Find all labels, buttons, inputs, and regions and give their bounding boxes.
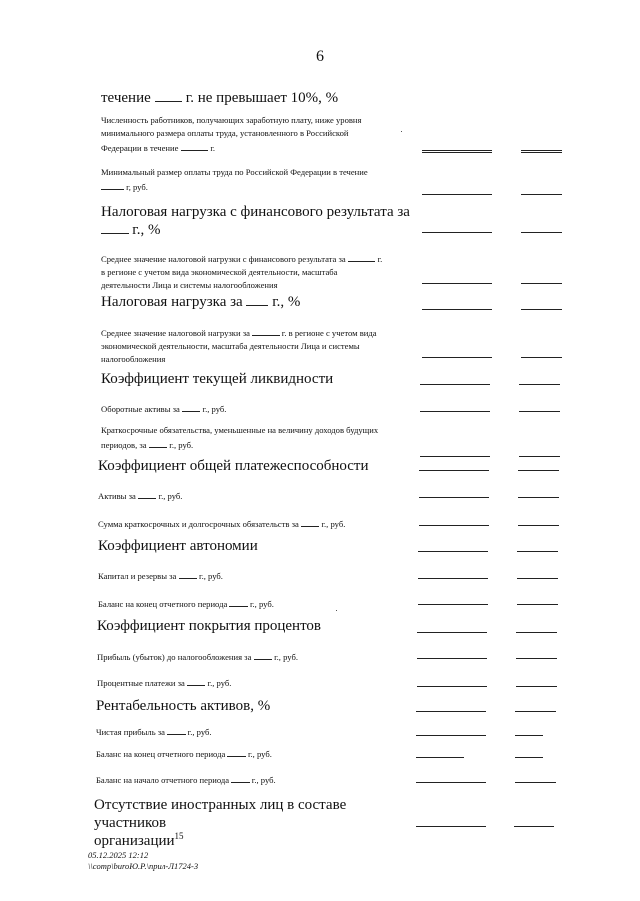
- score-entry-line: [518, 497, 559, 498]
- indicator-subitem: [101, 251, 421, 292]
- value-entry-line: [419, 497, 489, 498]
- indicator-heading-line: [94, 832, 404, 850]
- label-text: минимального размера оплаты труда, установленного в Российской: [101, 128, 349, 138]
- value-entry-line: [422, 283, 492, 284]
- score-entry-line: [519, 411, 560, 412]
- indicator-heading-line: [101, 370, 411, 388]
- value-entry-line: [416, 782, 486, 783]
- label-text: налогообложения: [101, 354, 166, 364]
- label-text: г. не превышает 10%, %: [182, 90, 339, 106]
- value-entry-line: [422, 309, 492, 310]
- indicator-subitem: [98, 516, 418, 530]
- year-blank: [179, 568, 197, 579]
- indicator-subitem: [101, 401, 421, 415]
- label-text: Оборотные активы за: [101, 404, 183, 414]
- indicator-heading-line: [101, 221, 411, 239]
- indicator-subitem-line: [101, 179, 421, 193]
- label-text: Баланс на начало отчетного периода: [96, 775, 232, 785]
- indicator-subitem: [98, 596, 418, 610]
- indicator-heading-line: [94, 796, 404, 832]
- label-text: Коэффициент покрытия процентов: [97, 618, 322, 634]
- indicator-subitem: [97, 649, 417, 663]
- indicator-subitem-line: [101, 401, 421, 415]
- score-entry-line: [521, 283, 562, 284]
- indicator-subitem: [101, 325, 421, 366]
- indicator-subitem-line: [98, 488, 418, 502]
- label-text: экономической деятельности, масштаба деятельности Лица и системы: [101, 341, 360, 351]
- year-blank: [301, 516, 319, 527]
- indicator-heading: [98, 457, 408, 475]
- page-number: 6: [316, 48, 324, 65]
- indicator-subitem-line: [101, 127, 421, 139]
- score-entry-line: [519, 384, 560, 385]
- indicator-subitem-line: [98, 596, 418, 610]
- indicator-subitem-line: [96, 772, 416, 786]
- score-entry-line: [517, 551, 558, 552]
- indicator-subitem-line: [101, 140, 421, 154]
- label-text: Баланс на конец отчетного периода: [98, 599, 230, 609]
- indicator-heading: [97, 617, 407, 635]
- value-entry-line: [416, 735, 486, 736]
- label-text: Капитал и резервы за: [98, 571, 179, 581]
- value-entry-line: [422, 232, 492, 233]
- year-blank: [138, 488, 156, 499]
- footer-timestamp: 05.12.2025 12:12: [88, 850, 149, 860]
- score-entry-line: [517, 578, 558, 579]
- label-text: периодов, за: [101, 440, 149, 450]
- label-text: г., %: [128, 222, 161, 238]
- value-entry-line: [417, 686, 487, 687]
- indicator-subitem: [96, 772, 416, 786]
- indicator-heading: [101, 203, 411, 239]
- score-entry-line: [521, 357, 562, 358]
- score-entry-line: [517, 604, 558, 605]
- value-entry-line: [418, 604, 488, 605]
- year-blank: [227, 746, 245, 757]
- label-text: г., %: [268, 294, 301, 310]
- label-text: Коэффициент автономии: [98, 538, 258, 554]
- indicator-subitem-line: [97, 675, 417, 689]
- label-text: Коэффициент текущей ликвидности: [101, 371, 334, 387]
- score-entry-line: [519, 456, 560, 457]
- label-text: г., руб.: [167, 440, 194, 450]
- label-text: Численность работников, получающих заработную плату, ниже уровня: [101, 115, 362, 125]
- indicator-subitem-line: [101, 437, 421, 451]
- indicator-heading-line: [101, 89, 411, 107]
- label-text: г., руб.: [196, 571, 223, 581]
- label-text: Федерации в течение: [101, 143, 181, 153]
- indicator-subitem-line: [101, 325, 421, 339]
- score-entry-line: [514, 826, 554, 827]
- label-text: г., руб.: [245, 749, 272, 759]
- label-text: Баланс на конец отчетного периода: [96, 749, 228, 759]
- scan-speck: [336, 610, 337, 611]
- indicator-heading: [94, 796, 404, 850]
- year-blank: [167, 724, 185, 735]
- value-entry-line: [418, 578, 488, 579]
- indicator-subitem: [96, 746, 416, 760]
- indicator-subitem: [98, 568, 418, 582]
- indicator-subitem-line: [101, 340, 421, 352]
- year-blank: [231, 772, 249, 783]
- label-text: деятельности Лица и системы налогообложения: [101, 280, 278, 290]
- score-entry-line: [521, 150, 562, 151]
- indicator-subitem: [96, 724, 416, 738]
- indicator-subitem-line: [101, 279, 421, 291]
- indicator-heading: [101, 89, 411, 107]
- score-entry-line: [521, 152, 562, 153]
- year-blank: [181, 140, 209, 151]
- indicator-subitem: [98, 488, 418, 502]
- label-text: Процентные платежи за: [97, 678, 187, 688]
- value-entry-line: [420, 411, 490, 412]
- label-text: г., руб.: [200, 404, 227, 414]
- score-entry-line: [516, 632, 557, 633]
- label-text: Среднее значение налоговой нагрузки за: [101, 328, 253, 338]
- value-entry-line: [416, 711, 486, 712]
- indicator-subitem: [101, 424, 421, 452]
- value-entry-line: [417, 658, 487, 659]
- value-entry-line: [422, 194, 492, 195]
- indicator-heading-line: [98, 537, 408, 555]
- score-entry-line: [521, 194, 562, 195]
- indicator-subitem-line: [101, 424, 421, 436]
- label-text: течение: [101, 90, 155, 106]
- label-text: г. в регионе с учетом вида: [279, 328, 377, 338]
- label-text: Налоговая нагрузка за: [101, 294, 247, 310]
- score-entry-line: [516, 658, 557, 659]
- footnote-marker: 15: [174, 831, 184, 841]
- indicator-subitem: [101, 166, 421, 194]
- score-entry-line: [521, 309, 562, 310]
- label-text: г., руб.: [249, 775, 276, 785]
- score-entry-line: [515, 782, 556, 783]
- year-blank: [229, 596, 247, 607]
- indicator-heading: [96, 697, 406, 715]
- label-text: Краткосрочные обязательства, уменьшенные на величину доходов будущих: [101, 425, 379, 435]
- indicator-subitem-line: [96, 746, 416, 760]
- year-blank: [182, 401, 200, 412]
- value-entry-line: [419, 525, 489, 526]
- year-blank: [348, 251, 376, 262]
- label-text: Прибыль (убыток) до налогообложения за: [97, 652, 254, 662]
- score-entry-line: [515, 711, 556, 712]
- scan-speck: [401, 131, 402, 132]
- indicator-heading: [98, 537, 408, 555]
- indicator-subitem-line: [101, 166, 421, 178]
- indicator-subitem-line: [101, 266, 421, 278]
- indicator-subitem: [97, 675, 417, 689]
- label-text: организации: [94, 833, 175, 849]
- indicator-heading-line: [98, 457, 408, 475]
- score-entry-line: [521, 232, 562, 233]
- indicator-heading-line: [96, 697, 406, 715]
- label-text: г., руб.: [319, 519, 346, 529]
- year-blank: [187, 675, 205, 686]
- label-text: г., руб.: [156, 491, 183, 501]
- label-text: г.: [375, 254, 383, 264]
- label-text: г., руб.: [205, 678, 232, 688]
- year-blank: [254, 649, 272, 660]
- indicator-subitem-line: [98, 516, 418, 530]
- value-entry-line: [419, 470, 489, 471]
- label-text: Среднее значение налоговой нагрузки с финансового результата за: [101, 254, 348, 264]
- score-entry-line: [515, 757, 543, 758]
- label-text: в регионе с учетом вида экономической деятельности, масштаба: [101, 267, 338, 277]
- value-entry-line: [418, 551, 488, 552]
- indicator-heading-line: [101, 293, 411, 311]
- document-footer: [88, 850, 198, 872]
- label-text: Отсутствие иностранных лиц в составе участников: [94, 797, 347, 831]
- score-entry-line: [518, 525, 559, 526]
- value-entry-line: [422, 357, 492, 358]
- value-entry-line: [422, 152, 492, 153]
- indicator-subitem-line: [101, 114, 421, 126]
- indicator-heading-line: [101, 203, 411, 221]
- score-entry-line: [515, 735, 543, 736]
- footer-file-path: \\comp\buroЮ.Р.\прил-Л1724-3: [88, 861, 199, 871]
- label-text: г, руб.: [124, 182, 148, 192]
- label-text: Минимальный размер оплаты труда по Российской Федерации в течение: [101, 167, 368, 177]
- label-text: Чистая прибыль за: [96, 727, 168, 737]
- year-blank: [101, 223, 129, 234]
- year-blank: [101, 179, 124, 190]
- score-entry-line: [518, 470, 559, 471]
- value-entry-line: [416, 826, 486, 827]
- value-entry-line: [417, 632, 487, 633]
- score-entry-line: [516, 686, 557, 687]
- year-blank: [155, 91, 183, 102]
- indicator-subitem-line: [101, 353, 421, 365]
- value-entry-line: [420, 456, 490, 457]
- label-text: г., руб.: [247, 599, 274, 609]
- year-blank: [149, 437, 167, 448]
- indicator-heading: [101, 293, 411, 311]
- label-text: г., руб.: [271, 652, 298, 662]
- indicator-subitem: [101, 114, 421, 155]
- label-text: Активы за: [98, 491, 138, 501]
- label-text: Сумма краткосрочных и долгосрочных обязательств за: [98, 519, 301, 529]
- label-text: Налоговая нагрузка с финансового результата за: [101, 204, 410, 220]
- indicator-heading-line: [97, 617, 407, 635]
- value-entry-line: [416, 757, 464, 758]
- value-entry-line: [422, 150, 492, 151]
- value-entry-line: [420, 384, 490, 385]
- label-text: Коэффициент общей платежеспособности: [98, 458, 369, 474]
- label-text: Рентабельность активов, %: [96, 698, 271, 714]
- year-blank: [252, 325, 280, 336]
- indicator-subitem-line: [97, 649, 417, 663]
- year-blank: [246, 295, 268, 306]
- label-text: г.: [208, 143, 216, 153]
- indicator-subitem-line: [101, 251, 421, 265]
- label-text: г., руб.: [185, 727, 212, 737]
- indicator-heading: [101, 370, 411, 388]
- indicator-subitem-line: [98, 568, 418, 582]
- indicator-subitem-line: [96, 724, 416, 738]
